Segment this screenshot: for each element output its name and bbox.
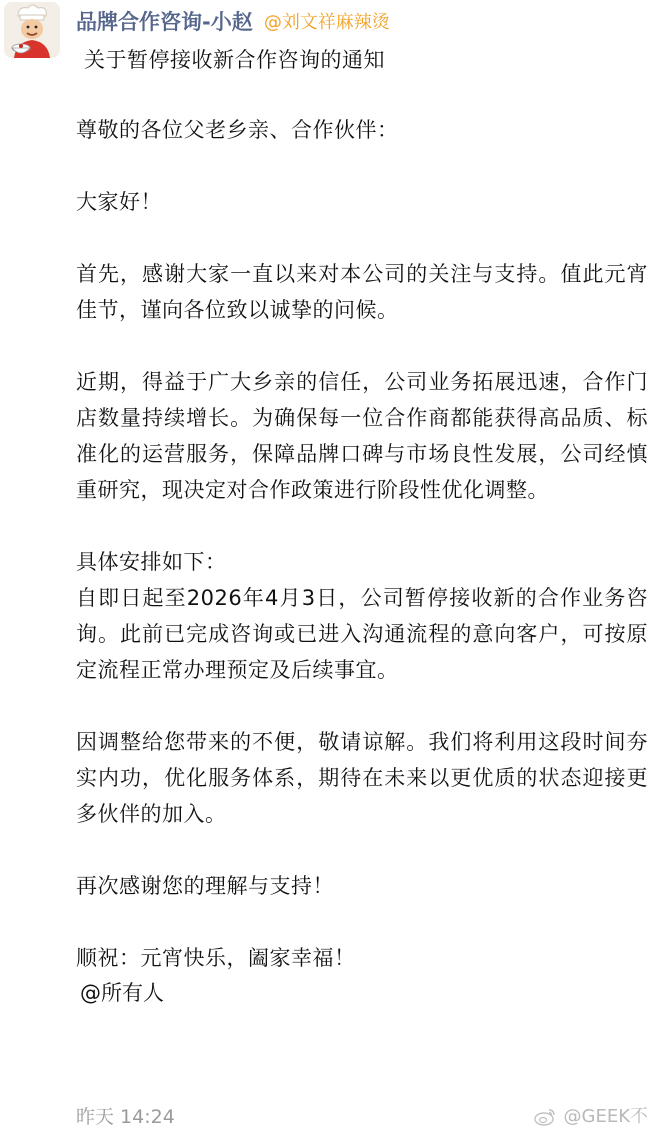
- notice-paragraph-arrangement: 自即日起至2026年4月3日，公司暂停接收新的合作业务咨询。此前已完成咨询或已进入沟通流程的意向客户，可按原定流程正常办理预定及后续事宜。: [76, 586, 648, 682]
- watermark: [534, 1102, 648, 1128]
- spacer: [76, 148, 648, 184]
- sender-handle[interactable]: @刘文祥麻辣烫: [263, 12, 390, 33]
- spacer: [76, 832, 648, 868]
- notice-paragraph-apology: 因调整给您带来的不便，敬请谅解。我们将利用这段时间夯实内功，优化服务体系，期待在未来以更优质的状态迎接更多伙伴的加入。: [76, 730, 648, 826]
- mention-all[interactable]: @所有人: [80, 981, 164, 1005]
- notice-greeting: 尊敬的各位父老乡亲、合作伙伴：: [76, 118, 399, 142]
- message-timestamp: 昨天 14:24: [76, 1106, 175, 1128]
- notice-paragraph-thanks-again: 再次感谢您的理解与支持！: [76, 874, 334, 898]
- notice-paragraph-background: 近期，得益于广大乡亲的信任，公司业务拓展迅速，合作门店数量持续增长。为确保每一位合作商都能获得高品质、标准化的运营服务，保障品牌口碑与市场良性发展，公司经慎重研究，现决定对合作政策进行阶段性优化调整。: [76, 370, 648, 502]
- avatar[interactable]: [4, 2, 60, 58]
- spacer: [76, 904, 648, 940]
- sender-name[interactable]: 品牌合作咨询-小赵: [76, 10, 253, 34]
- notice-closing: 顺祝：元宵快乐，阖家幸福！: [76, 946, 356, 970]
- spacer: [76, 220, 648, 256]
- message-footer: [0, 1100, 654, 1132]
- spacer: [76, 328, 648, 364]
- notice-paragraph-thanks: 首先，感谢大家一直以来对本公司的关注与支持。值此元宵佳节，谨向各位致以诚挚的问候。: [76, 262, 648, 322]
- spacer: [76, 508, 648, 544]
- notice-arrangement-heading: 具体安排如下：: [76, 550, 227, 574]
- watermark-text: @GEEK不: [563, 1106, 648, 1127]
- notice-hello: 大家好！: [76, 190, 162, 214]
- spacer: [76, 688, 648, 724]
- chef-avatar-icon: [4, 2, 60, 58]
- weibo-icon: [534, 1108, 556, 1126]
- notice-title: 关于暂停接收新合作咨询的通知: [84, 48, 385, 72]
- message-body: [76, 44, 648, 1010]
- sender-line: [76, 6, 390, 34]
- spacer: [76, 76, 648, 112]
